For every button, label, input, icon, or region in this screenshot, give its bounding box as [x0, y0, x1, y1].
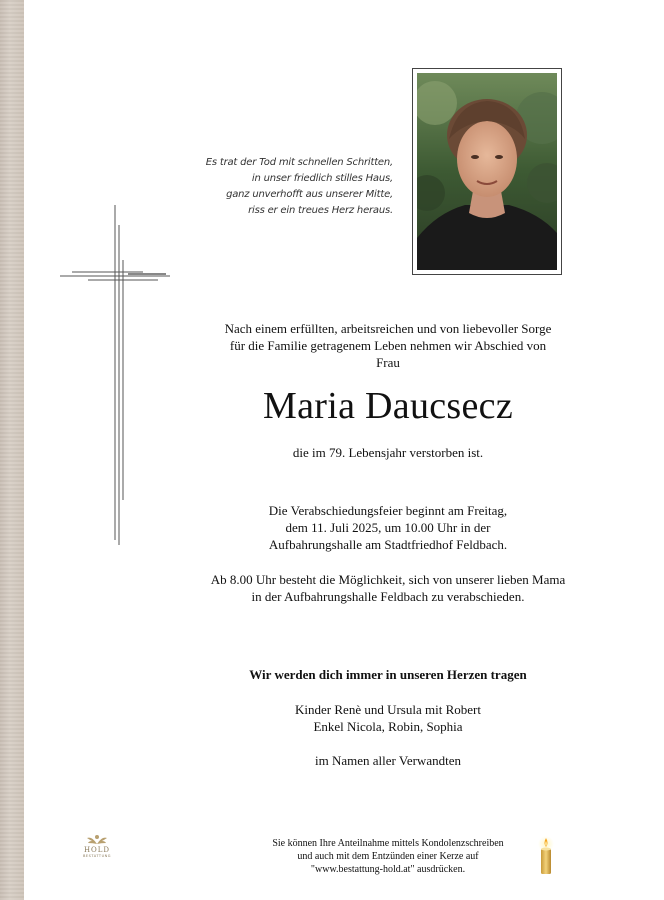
candle-icon — [536, 836, 556, 876]
poem — [190, 155, 393, 219]
viewing-info — [180, 571, 596, 605]
logo-name: HOLD — [83, 846, 111, 854]
footer-line: und auch mit dem Entzünden einer Kerze auf — [297, 851, 479, 862]
intro-line: Nach einem erfüllten, arbeitsreichen und von liebevoller Sorge — [224, 321, 552, 336]
condolence-note — [210, 837, 566, 876]
ceremony-info — [180, 502, 596, 553]
family-list — [180, 701, 596, 735]
poem-line: ganz unverhofft aus unserer Mitte, — [226, 189, 393, 200]
family-line: Kinder Renè und Ursula mit Robert — [295, 702, 481, 717]
cross-icon — [58, 200, 176, 545]
viewing-line: in der Aufbahrungshalle Feldbach zu verabschieden. — [251, 589, 525, 604]
logo-subtitle: BESTATTUNG — [83, 854, 111, 858]
portrait-frame — [412, 68, 562, 275]
intro-line: für die Familie getragenem Leben nehmen wir Abschied von — [229, 338, 547, 353]
portrait-photo — [417, 73, 557, 270]
footer-line: Sie können Ihre Anteilnahme mittels Kondolenzschreiben — [272, 838, 504, 849]
ceremony-line: Die Verabschiedungsfeier beginnt am Freitag, — [268, 503, 508, 518]
motto: Wir werden dich immer in unseren Herzen tragen — [249, 667, 527, 682]
intro-line: Frau — [376, 355, 400, 370]
poem-line: riss er ein treues Herz heraus. — [248, 205, 393, 216]
hold-logo — [80, 832, 114, 866]
wings-icon — [86, 832, 108, 846]
deceased-name: Maria Daucsecz — [263, 385, 513, 427]
ceremony-line: dem 11. Juli 2025, um 10.00 Uhr in der — [285, 520, 491, 535]
family-line: Enkel Nicola, Robin, Sophia — [313, 719, 463, 734]
ceremony-line: Aufbahrungshalle am Stadtfriedhof Feldbach. — [268, 537, 508, 552]
viewing-line: Ab 8.00 Uhr besteht die Möglichkeit, sich von unserer lieben Mama — [210, 572, 566, 587]
relatives-text: im Namen aller Verwandten — [315, 753, 461, 768]
footer-line: "www.bestattung-hold.at" ausdrücken. — [310, 864, 466, 875]
side-decor-strip — [0, 0, 24, 900]
age-text: die im 79. Lebensjahr verstorben ist. — [292, 445, 484, 460]
poem-line: Es trat der Tod mit schnellen Schritten, — [205, 157, 393, 168]
intro-text — [180, 320, 596, 371]
poem-line: in unser friedlich stilles Haus, — [251, 173, 393, 184]
